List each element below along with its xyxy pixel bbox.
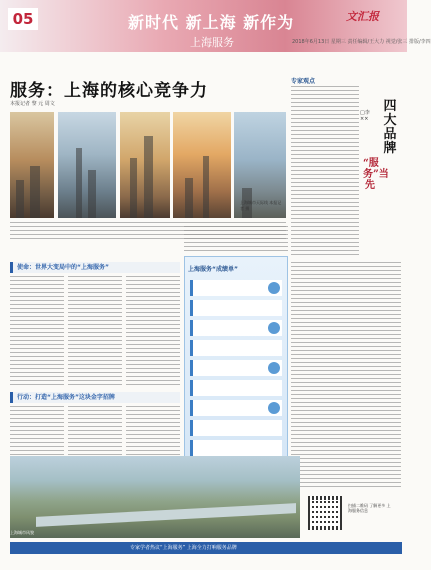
column-title: 四大品牌: [383, 99, 397, 156]
aerial-caption: 上海城市风貌: [10, 530, 34, 535]
newspaper-brand: 文汇报: [346, 10, 379, 23]
globe-icon: [268, 402, 280, 414]
body-text: [184, 226, 288, 252]
infographic-item: [190, 420, 282, 436]
article-byline: 本报记者 黎 元 周文: [10, 101, 55, 107]
header-title: 新时代 新上海 新作为: [128, 13, 295, 32]
qr-caption: 扫描二维码 了解更多 上海服务信息: [348, 503, 391, 513]
photo-caption: 上海城市天际线 本报记者 摄: [240, 200, 282, 211]
column-subtitle: “服务”当先: [363, 158, 389, 191]
building-icon: [268, 322, 280, 334]
chart-icon: [268, 282, 280, 294]
city-photo-3: [120, 112, 170, 218]
expert-badge: 专家观点: [291, 78, 316, 85]
infographic-item: [190, 300, 282, 316]
header-subtitle: 上海服务: [190, 36, 234, 49]
city-photo-2: [58, 112, 116, 218]
qr-code-pattern: [312, 500, 338, 526]
infographic-item: [190, 380, 282, 396]
city-photo-4: [173, 112, 231, 218]
infographic-item: [190, 440, 282, 456]
infographic-title: 上海服务“成绩单”: [188, 266, 238, 273]
header-info: 2018年6月13日 星期三 责任编辑/王大力 视觉/张三 排版/李四: [292, 39, 431, 45]
section-heading-1: 使命：世界大变局中的“上海服务”: [10, 262, 180, 273]
article-headline: 服务：上海的核心竞争力: [10, 81, 208, 101]
ship-icon: [268, 362, 280, 374]
body-text: [10, 276, 64, 388]
infographic-item: [190, 340, 282, 356]
column-author: □李××: [360, 110, 370, 122]
column-text: [291, 86, 359, 256]
column-text: [291, 262, 401, 490]
page-number: 05: [8, 8, 38, 30]
body-text: [126, 276, 180, 388]
city-photo-1: [10, 112, 54, 218]
section-heading-2: 行动：打造“上海服务”这块金字招牌: [10, 392, 180, 403]
body-text: [68, 276, 122, 388]
footer-text: 专家学者热议“上海服务” 上海全力打响服务品牌: [130, 545, 237, 551]
